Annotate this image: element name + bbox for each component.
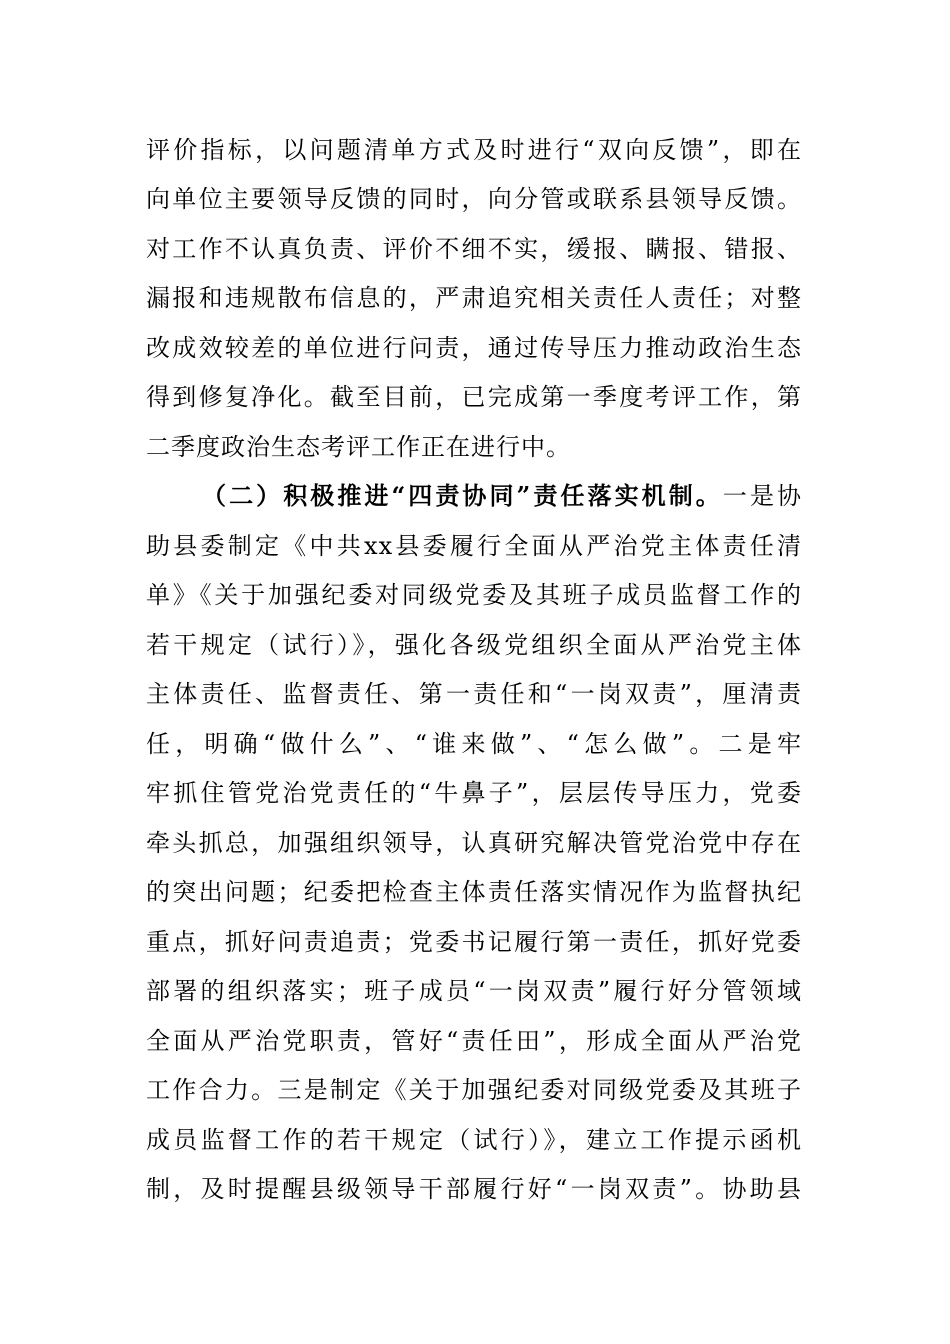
paragraph-line: 全面从严治党职责，管好“责任田”，形成全面从严治党 [146,1027,802,1055]
paragraph-line: 评价指标，以问题清单方式及时进行“双向反馈”，即在 [146,136,802,164]
paragraph-line: 成员监督工作的若干规定（试行）》，建立工作提示函机 [146,1126,802,1154]
paragraph-line: 的突出问题；纪委把检查主体责任落实情况作为监督执纪 [146,878,802,906]
paragraph-line: 重点，抓好问责追责；党委书记履行第一责任，抓好党委 [146,928,802,956]
section-heading: （二）积极推进“四责协同”责任落实机制。 [202,481,723,510]
paragraph-line: 部署的组织落实；班子成员“一岗双责”履行好分管领域 [146,977,802,1005]
heading-line-rest: 一是协 [722,482,803,510]
paragraph-line: 改成效较差的单位进行问责，通过传导压力推动政治生态 [146,334,802,362]
paragraph-line: 单》《关于加强纪委对同级党委及其班子成员监督工作的 [146,581,802,609]
paragraph-line: 助县委制定《中共xx县委履行全面从严治党主体责任清 [146,532,802,560]
paragraph-line: 若干规定（试行）》，强化各级党组织全面从严治党主体 [146,631,802,659]
paragraph-line: 制，及时提醒县级领导干部履行好“一岗双责”。协助县 [146,1175,802,1203]
paragraph-line: 牢抓住管党治党责任的“牛鼻子”，层层传导压力，党委 [146,779,802,807]
paragraph-line: 向单位主要领导反馈的同时，向分管或联系县领导反馈。 [146,185,802,213]
paragraph-line: 主体责任、监督责任、第一责任和“一岗双责”，厘清责 [146,680,802,708]
paragraph-line: 牵头抓总，加强组织领导，认真研究解决管党治党中存在 [146,829,802,857]
paragraph-line: 对工作不认真负责、评价不细不实，缓报、瞒报、错报、 [146,235,802,263]
paragraph-line: 任，明确“做什么”、“谁来做”、“怎么做”。二是牢 [146,730,802,758]
paragraph-line: 二季度政治生态考评工作正在进行中。 [146,433,571,461]
paragraph-line: 得到修复净化。截至目前，已完成第一季度考评工作，第 [146,383,802,411]
paragraph-line: 漏报和违规散布信息的，严肃追究相关责任人责任；对整 [146,284,802,312]
section-heading-line [202,476,802,516]
paragraph-line: 工作合力。三是制定《关于加强纪委对同级党委及其班子 [146,1076,802,1104]
